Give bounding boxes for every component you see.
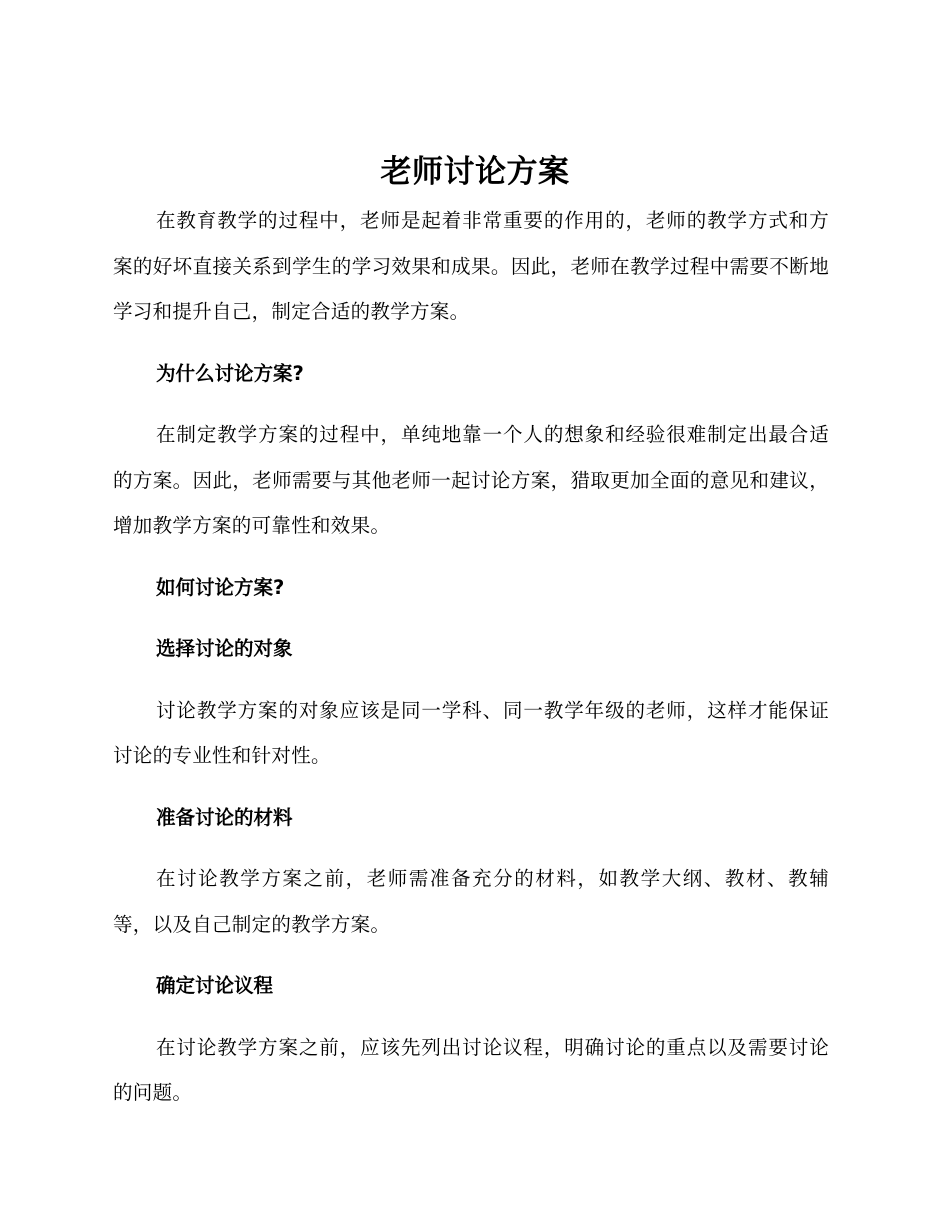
why-discuss-heading: 为什么讨论方案?	[156, 361, 304, 385]
agenda-heading: 确定讨论议程	[156, 974, 274, 997]
select-participants-heading: 选择讨论的对象	[156, 637, 293, 660]
why-discuss-paragraph: 在制定教学方案的过程中，单纯地靠一个人的想象和经验很难制定出最合适的方案。因此，老师需要与其他老师一起讨论方案，猎取更加全面的意见和建议，增加教学方案的可靠性和效果。	[113, 423, 829, 537]
prepare-materials-paragraph: 在讨论教学方案之前，老师需准备充分的材料，如教学大纲、教材、教辅等，以及自己制定的教学方案。	[113, 867, 829, 936]
document-body	[113, 198, 829, 1132]
select-participants-paragraph: 讨论教学方案的对象应该是同一学科、同一教学年级的老师，这样才能保证讨论的专业性和针对性。	[113, 698, 829, 767]
document-title: 老师讨论方案	[380, 154, 570, 190]
prepare-materials-heading: 准备讨论的材料	[156, 805, 293, 829]
how-discuss-heading: 如何讨论方案?	[156, 575, 285, 599]
intro-paragraph: 在教育教学的过程中，老师是起着非常重要的作用的，老师的教学方式和方案的好坏直接关系到学生的学习效果和成果。因此，老师在教学过程中需要不断地学习和提升自己，制定合适的教学方案。	[113, 209, 829, 323]
agenda-paragraph: 在讨论教学方案之前，应该先列出讨论议程，明确讨论的重点以及需要讨论的问题。	[113, 1035, 829, 1104]
